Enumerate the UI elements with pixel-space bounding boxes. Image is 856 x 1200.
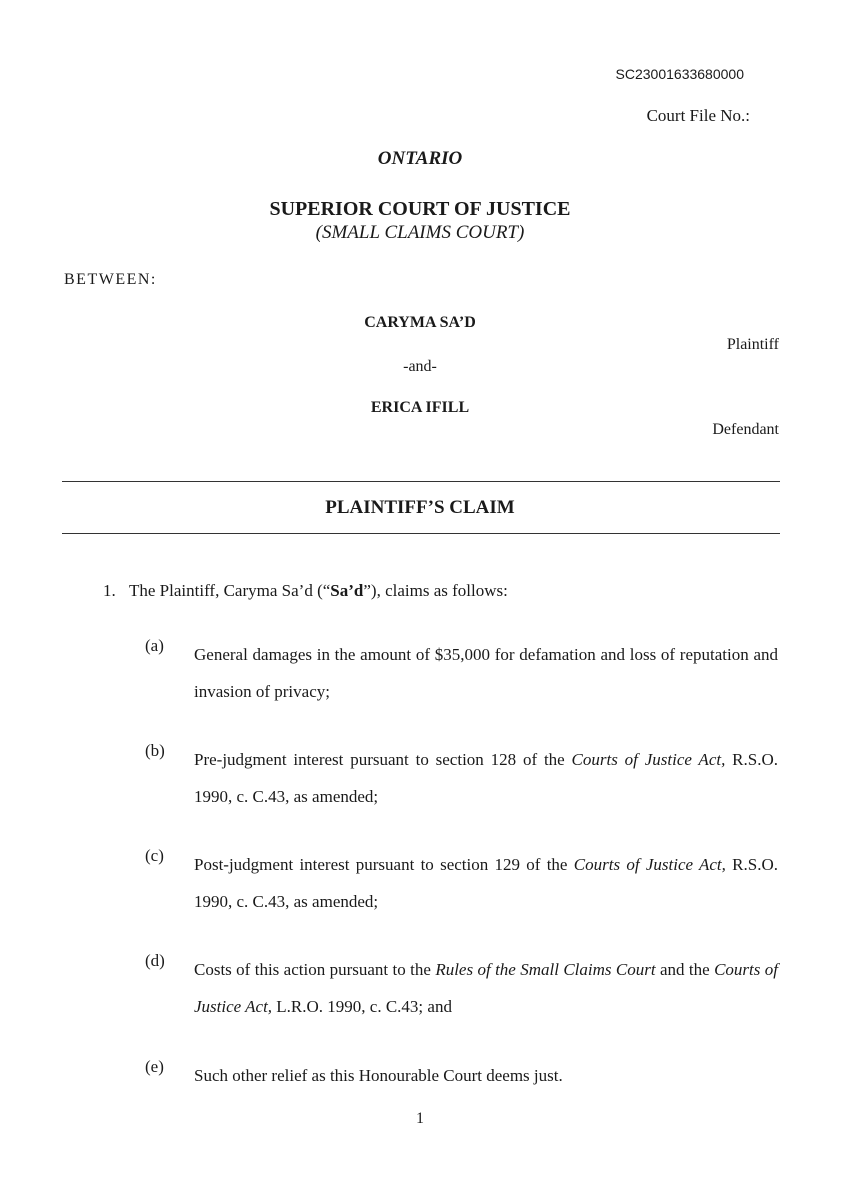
item-number: 1.: [103, 581, 116, 600]
plaintiff-role: Plaintiff: [726, 336, 779, 353]
sub-item-label: (c): [145, 846, 164, 865]
text-run: and the: [655, 960, 715, 979]
page-number: 1: [416, 1110, 424, 1127]
statute-name: Courts of Justice Act,: [571, 750, 726, 769]
sub-item-text: Such other relief as this Honourable Court deems just.: [194, 1066, 563, 1085]
sub-item-text: [194, 741, 778, 815]
text-run: Costs of this action pursuant to the: [194, 960, 436, 979]
sub-item-text: General damages in the amount of $35,000 for defamation and loss of reputation and invasion of privacy;: [194, 645, 778, 701]
court-file-number-label: Court File No.:: [646, 106, 750, 125]
text-run: R.S.O. 1990, c. C.43, as amended;: [194, 750, 778, 806]
text-run: R.S.O. 1990, c. C.43, as amended;: [194, 855, 779, 911]
text-run: Pre-judgment interest pursuant to section 128 of the: [194, 750, 572, 769]
sub-item-label: (d): [145, 951, 165, 970]
court-title: SUPERIOR COURT OF JUSTICE: [269, 198, 571, 220]
defendant-name: ERICA IFILL: [370, 399, 470, 416]
defendant-role: Defendant: [712, 421, 779, 438]
sub-item-d: [145, 951, 778, 1025]
party-separator: -and-: [403, 358, 437, 375]
rules-name: Rules of the Small Claims Court: [435, 960, 656, 979]
top-divider: [62, 481, 780, 482]
plaintiff-name: CARYMA SA’D: [364, 314, 476, 331]
court-subtitle: (SMALL CLAIMS COURT): [315, 222, 525, 243]
text-run: L.R.O. 1990, c. C.43; and: [272, 997, 452, 1016]
claim-item-1: [103, 581, 508, 601]
sub-item-text: [194, 951, 778, 1025]
sub-item-label: (e): [145, 1057, 164, 1076]
bottom-divider: [62, 533, 780, 534]
text-run: Post-judgment interest pursuant to section 129 of the: [194, 855, 574, 874]
sub-item-text: [194, 846, 778, 920]
intro-text-start: The Plaintiff, Caryma Sa’d (“: [129, 581, 331, 600]
province-title: ONTARIO: [377, 148, 463, 169]
sub-item-a: [145, 636, 778, 710]
sub-item-b: [145, 741, 778, 815]
intro-text-end: ”), claims as follows:: [363, 581, 508, 600]
statute-name: Courts of Justice Act,: [573, 855, 726, 874]
sub-item-label: (a): [145, 636, 164, 655]
between-label: BETWEEN:: [64, 271, 157, 288]
sub-item-c: [145, 846, 778, 920]
sub-item-e: [145, 1057, 778, 1094]
intro-defined-term: Sa’d: [330, 581, 364, 600]
statute-name: Courts of Justice Act,: [194, 960, 778, 1016]
sub-item-label: (b): [145, 741, 165, 760]
claim-heading: PLAINTIFF’S CLAIM: [325, 497, 515, 518]
document-id: SC23001633680000: [615, 66, 744, 82]
